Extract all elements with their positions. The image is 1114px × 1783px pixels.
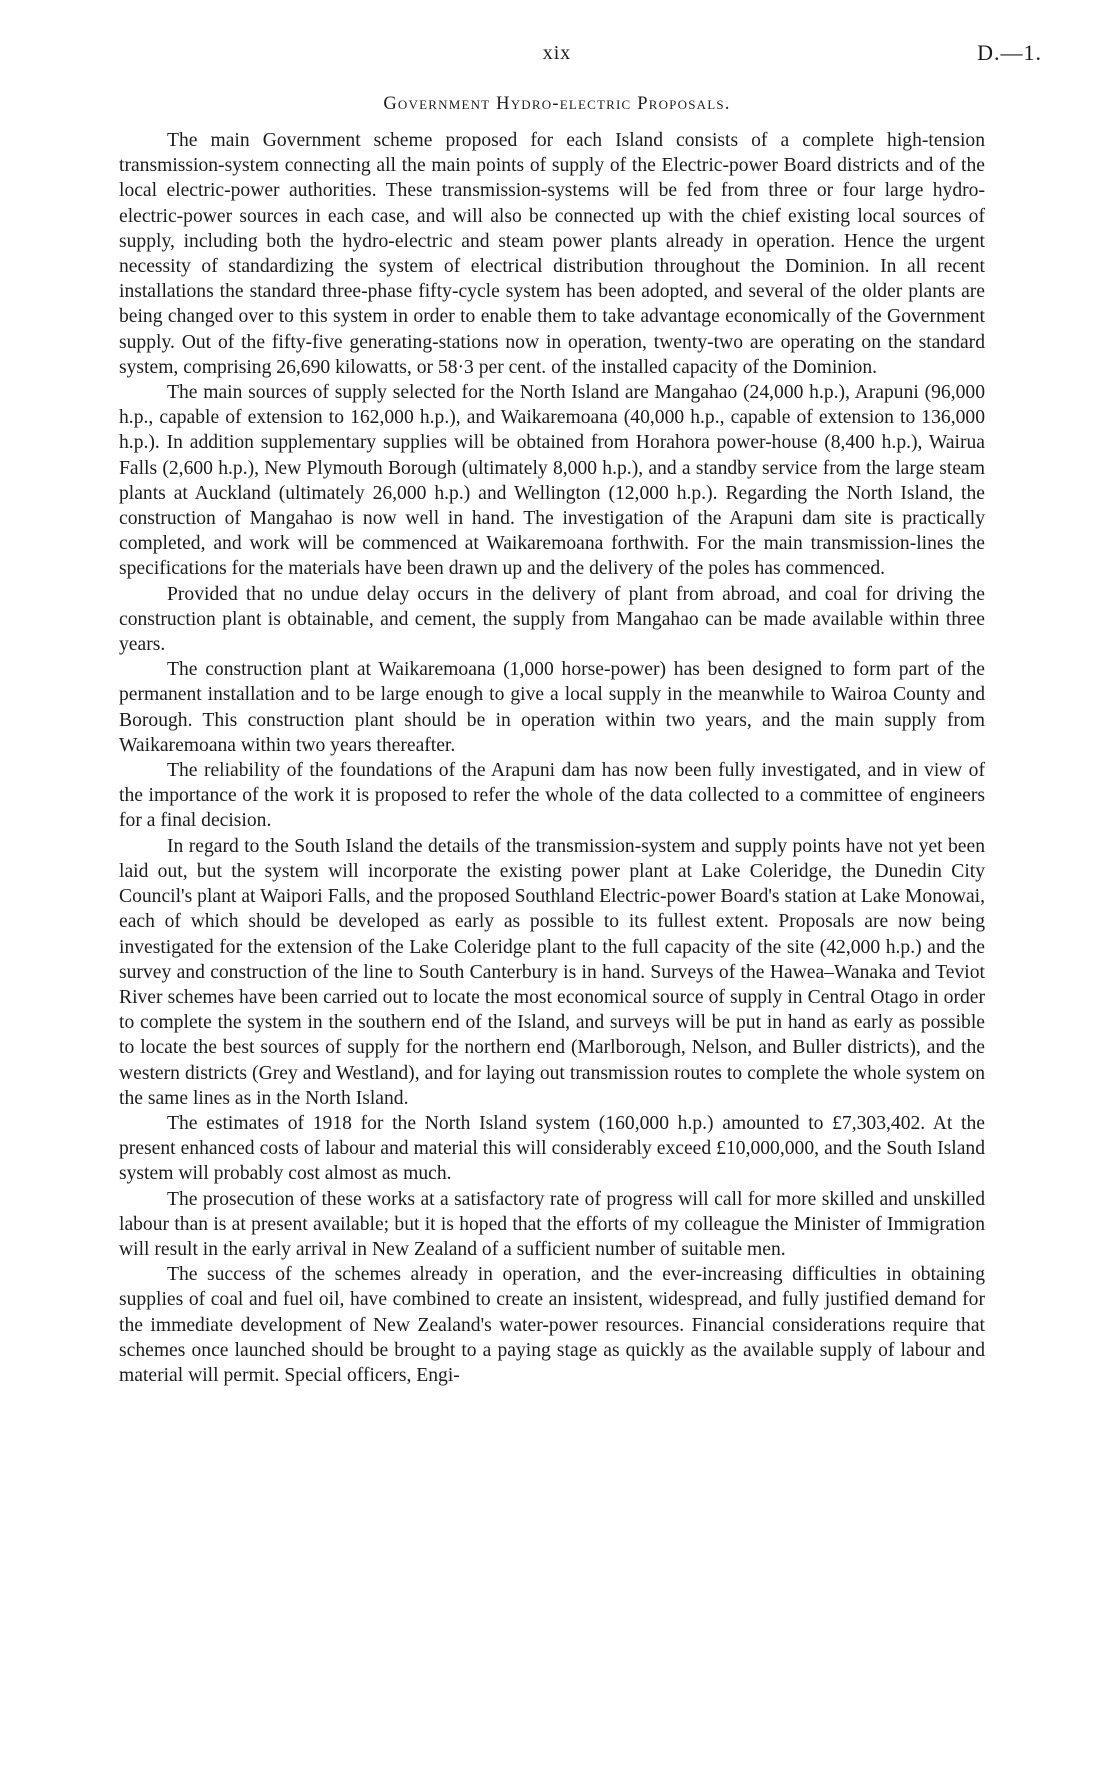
paragraph: The success of the schemes already in operation, and the ever-increasing difficulties in obtaining supplies of coal and fuel oil, have combined to create an insistent, widespread, and fully justified demand for the immediate development of New Zealand's water-power resources. Financial considerations require that schemes once launched should be brought to a paying stage as quickly as the available supply of labour and material will permit. Special officers, Engi- <box>119 1264 985 1386</box>
page-number: xix <box>542 42 572 64</box>
body-text <box>119 128 985 1388</box>
paragraph: The prosecution of these works at a satisfactory rate of progress will call for more skilled and unskilled labour than is at present available; but it is hoped that the efforts of my colleague the Minister of Immigration will result in the early arrival in New Zealand of a sufficient number of suitable men. <box>119 1188 985 1260</box>
paragraph: Provided that no undue delay occurs in the delivery of plant from abroad, and coal for driving the construction plant is obtainable, and cement, the supply from Mangahao can be made available within three years. <box>119 583 985 656</box>
paragraph: The main sources of supply selected for the North Island are Mangahao (24,000 h.p.), Arapuni (96,000 h.p., capable of extension to 162,000 h.p.), and Waikaremoana (40,000 h.p., capable of extension to 136,000 h.p.). In addition supplementary supplies will be obtained from Horahora power-house (8,400 h.p.), Wairua Falls (2,600 h.p.), New Plymouth Borough (ultimately 8,000 h.p.), and a standby service from the large steam plants at Auckland (ultimately 26,000 h.p.) and Wellington (12,000 h.p.). Regarding the North Island, the construction of Mangahao is now well in hand. The investigation of the Arapuni dam site is practically completed, and work will be commenced at Waikaremoana forthwith. For the main transmission-lines the specifications for the materials have been drawn up and the delivery of the poles has commenced. <box>119 382 985 580</box>
paragraph: In regard to the South Island the details of the transmission-system and supply points have not yet been laid out, but the system will incorporate the existing power plant at Lake Coleridge, the Dunedin City Council's plant at Waipori Falls, and the proposed Southland Electric-power Board's station at Lake Monowai, each of which should be developed as early as possible to its fullest extent. Proposals are now being investigated for the extension of the Lake Coleridge plant to the full capacity of the site (42,000 h.p.) and the survey and construction of the line to South Canterbury is in hand. Surveys of the Hawea–Wanaka and Teviot River schemes have been carried out to locate the most economical source of supply in Central Otago in order to complete the system in the southern end of the Island, and surveys will be put in hand as early as possible to locate the best sources of supply for the northern end (Marlborough, Nelson, and Buller districts), and the western districts (Grey and Westland), and for laying out transmission routes to complete the whole system on the same lines as in the North Island. <box>119 835 985 1109</box>
document-code: D.—1. <box>977 40 1042 65</box>
section-heading: Government Hydro-electric Proposals. <box>383 94 731 114</box>
paragraph: The reliability of the foundations of the Arapuni dam has now been fully investigated, and in view of the importance of the work it is proposed to refer the whole of the data collected to a committee of engineers for a final decision. <box>119 760 985 832</box>
paragraph: The estimates of 1918 for the North Island system (160,000 h.p.) amounted to £7,303,402. At the present enhanced costs of labour and material this will considerably exceed £10,000,000, and the South Island system will probably cost almost as much. <box>119 1112 985 1185</box>
paragraph: The construction plant at Waikaremoana (1,000 horse-power) has been designed to form part of the permanent installation and to be large enough to give a local supply in the meanwhile to Wairoa County and Borough. This construction plant should be in operation within two years, and the main supply from Waikaremoana within two years thereafter. <box>119 659 985 756</box>
paragraph: The main Government scheme proposed for each Island consists of a complete high-tension transmission-system connecting all the main points of supply of the Electric-power Board districts and of the local electric-power authorities. These transmission-systems will be fed from three or four large hydro-electric-power sources in each case, and will also be connected up with the chief existing local sources of supply, including both the hydro-electric and steam power plants already in operation. Hence the urgent necessity of standardizing the system of electrical distribution throughout the Dominion. In all recent installations the standard three-phase fifty-cycle system has been adopted, and several of the older plants are being changed over to this system in order to enable them to take advantage economically of the Government supply. Out of the fifty-five generating-stations now in operation, twenty-two are operating on the standard system, comprising 26,690 kilowatts, or 58·3 per cent. of the installed capacity of the Dominion. <box>119 130 985 378</box>
